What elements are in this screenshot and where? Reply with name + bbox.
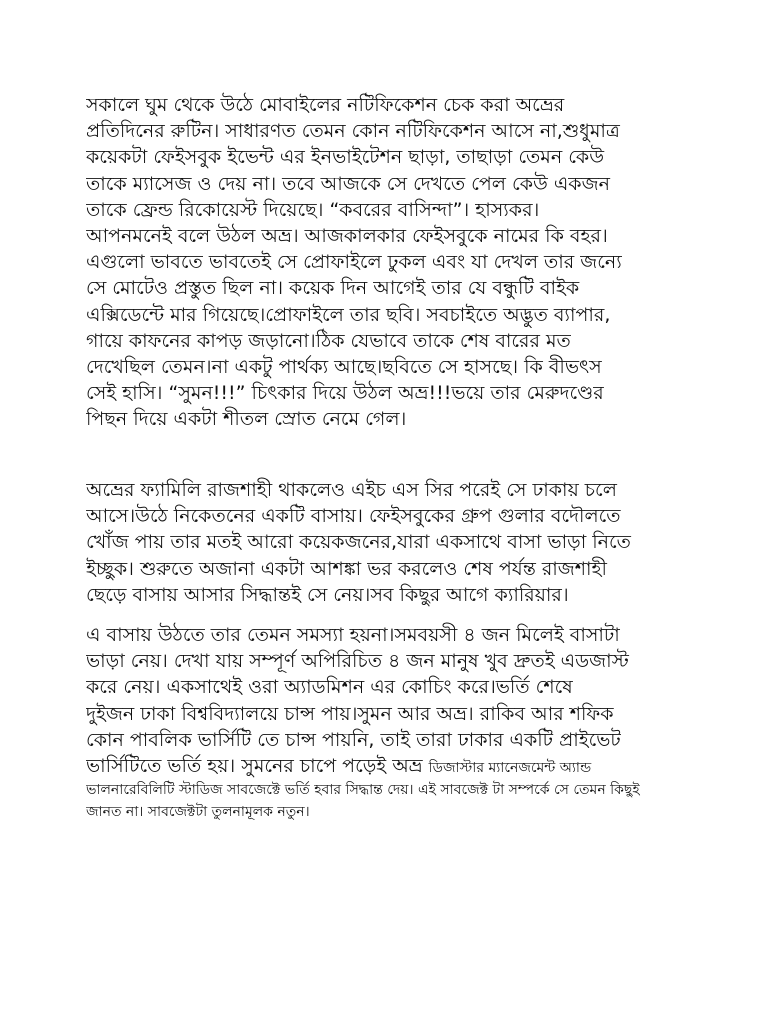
mixed-size-line bbox=[86, 753, 686, 779]
text-line: আসে।উঠে নিকেতনের একটি বাসায়। ফেইসবুকের গ্রুপ গুলার বদৌলতে bbox=[86, 505, 621, 528]
text-line: প্রতিদিনের রুটিন। সাধারণত তেমন কোন নটিফিকেশন আসে না,শুধুমাত্র bbox=[86, 120, 620, 143]
text-line: দেখেছিল তেমন।না একটু পার্থক্য আছে।ছবিতে সে হাসছে। কি বীভৎস bbox=[86, 356, 602, 379]
paragraph-1 bbox=[86, 92, 686, 433]
text-line: তাকে ম্যাসেজ ও দেয় না। তবে আজকে সে দেখতে পেল কেউ একজন bbox=[86, 172, 610, 195]
text-line: গায়ে কাফনের কাপড় জড়ানো।ঠিক যেভাবে তাকে শেষ বারের মত bbox=[86, 329, 571, 352]
text-line: তাকে ফ্রেন্ড রিকোয়েস্ট দিয়েছে। “কবরের বাসিন্দা”। হাস্যকর। bbox=[86, 198, 540, 221]
text-line: খোঁজ পায় তার মতই আরো কয়েকজনের,যারা একসাথে বাসা ভাড়া নিতে bbox=[86, 531, 631, 554]
text-line: এগুলো ভাবতে ভাবতেই সে প্রোফাইলে ঢুকল এবং যা দেখল তার জন্যে bbox=[86, 251, 622, 274]
small-text-line: ভালনারেবিলিটি স্টাডিজ সাবজেক্টে ভর্তি হবার সিদ্ধান্ত দেয়। এই সাবজেক্ট টা সম্পর্কে সে তেমন কিছুই bbox=[86, 782, 640, 799]
text-line: ভাড়া নেয়। দেখা যায় সম্পূর্ণ অপিরিচিত ৪ জন মানুষ খুব দ্রুতই এডজাস্ট bbox=[86, 650, 629, 673]
text-line: দুইজন ঢাকা বিশ্ববিদ্যালয়ে চান্স পায়।সুমন আর অভ্র। রাকিব আর শফিক bbox=[86, 702, 614, 725]
small-text-line: জানত না। সাবজেক্টটা তুলনামূলক নতুন। bbox=[86, 804, 310, 821]
text-line: এক্সিডেন্টে মার গিয়েছে।প্রোফাইলে তার ছবি। সবচাইতে অদ্ভুত ব্যাপার, bbox=[86, 303, 611, 326]
text-line: এ বাসায় উঠতে তার তেমন সমস্যা হয়না।সমবয়সী ৪ জন মিলেই বাসাটা bbox=[86, 624, 620, 646]
text-line: ইচ্ছুক। শুরুতে অজানা একটা আশঙ্কা ভর করলেও শেষ পর্যন্ত রাজশাহী bbox=[86, 557, 607, 580]
text-line: আপনমনেই বলে উঠল অভ্র। আজকালকার ফেইসবুকে নামের কি বহর। bbox=[86, 225, 608, 248]
text-line: পিছন দিয়ে একটা শীতল স্রোত নেমে গেল। bbox=[86, 408, 407, 431]
text-line: অভ্রের ফ্যামিলি রাজশাহী থাকলেও এইচ এস সির পরেই সে ঢাকায় চলে bbox=[86, 479, 617, 501]
text-run-small: ডিজাস্টার ম্যানেজমেন্ট অ্যান্ড bbox=[428, 760, 592, 777]
paragraph-2 bbox=[86, 477, 686, 608]
text-line: সেই হাসি। “সুমন!!!” চিৎকার দিয়ে উঠল অভ্র!!!ভয়ে তার মেরুদণ্ডের bbox=[86, 382, 604, 405]
text-run-large: ভার্সিটিতে ভর্তি হয়। সুমনের চাপে পড়েই অভ্র bbox=[86, 755, 429, 778]
text-line: সকালে ঘুম থেকে উঠে মোবাইলের নটিফিকেশন চেক করা অভ্রের bbox=[86, 94, 565, 116]
text-line: ছেড়ে বাসায় আসার সিদ্ধান্তই সে নেয়।সব কিছুর আগে ক্যারিয়ার। bbox=[86, 583, 569, 606]
text-line: কয়েকটা ফেইসবুক ইভেন্ট এর ইনভাইটেশন ছাড়া, তাছাড়া তেমন কেউ bbox=[86, 146, 605, 169]
text-line: করে নেয়। একসাথেই ওরা অ্যাডমিশন এর কোচিং করে।ভর্তি শেষে bbox=[86, 676, 573, 699]
text-line: সে মোটেও প্রস্তুত ছিল না। কয়েক দিন আগেই তার যে বন্ধুটি বাইক bbox=[86, 277, 580, 300]
text-line: কোন পাবলিক ভার্সিটি তে চান্স পায়নি, তাই তারা ঢাকার একটি প্রাইভেট bbox=[86, 728, 621, 751]
paragraph-3 bbox=[86, 622, 686, 823]
